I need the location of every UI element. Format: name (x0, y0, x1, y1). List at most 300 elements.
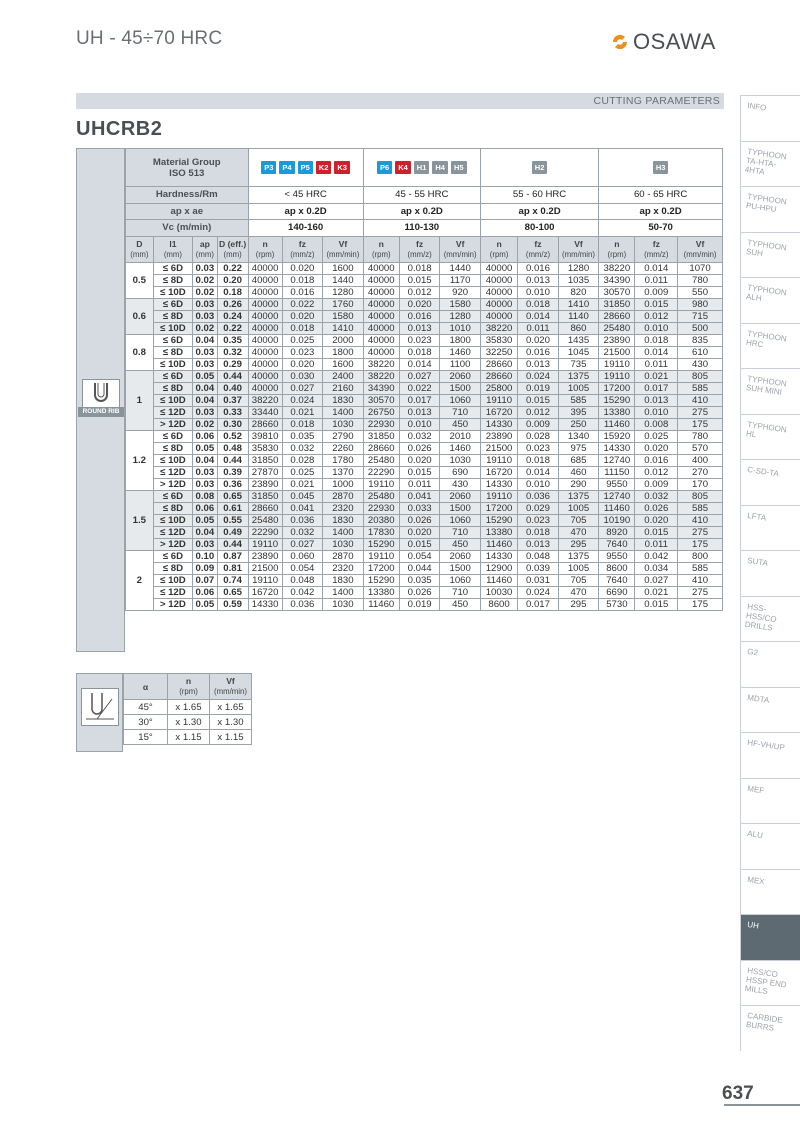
value-cell: 0.027 (282, 538, 323, 550)
value-cell: 13380 (599, 406, 635, 418)
value-cell: 0.025 (635, 430, 678, 442)
alpha-header: α (124, 674, 168, 700)
table-row (126, 262, 723, 274)
diameter-cell: 0.8 (126, 334, 154, 370)
value-cell: 0.024 (518, 586, 559, 598)
value-cell: 22290 (248, 526, 282, 538)
length-cell: > 12D (153, 418, 192, 430)
value-cell: 705 (558, 514, 599, 526)
angle-vf-header: Vf (mm/min) (210, 674, 252, 700)
value-cell: 0.015 (518, 394, 559, 406)
value-cell: 0.011 (518, 322, 559, 334)
value-cell: 34390 (363, 382, 399, 394)
value-cell: 1280 (558, 262, 599, 274)
value-cell: 0.015 (635, 298, 678, 310)
value-cell: 23890 (248, 478, 282, 490)
ap-cell: 0.03 (193, 262, 218, 274)
value-cell: 0.011 (399, 478, 440, 490)
value-cell: 0.016 (518, 262, 559, 274)
value-cell: 470 (558, 526, 599, 538)
nav-tab-mdta[interactable] (740, 687, 800, 733)
value-cell: 28660 (480, 370, 517, 382)
value-cell: 0.026 (399, 442, 440, 454)
value-cell: 0.041 (282, 502, 323, 514)
value-cell: 17200 (363, 562, 399, 574)
value-cell: 1500 (440, 382, 481, 394)
value-cell: 1580 (440, 298, 481, 310)
value-cell: 410 (678, 394, 723, 406)
value-cell: 685 (558, 454, 599, 466)
value-cell: 22290 (363, 466, 399, 478)
length-cell: ≤ 8D (153, 346, 192, 358)
value-cell: 40000 (248, 310, 282, 322)
value-cell: 38220 (363, 370, 399, 382)
length-cell: ≤ 8D (153, 562, 192, 574)
value-cell: 0.020 (282, 310, 323, 322)
value-cell: 25480 (248, 514, 282, 526)
nav-tab-label: LFTA (746, 510, 767, 523)
value-cell: 0.015 (399, 274, 440, 286)
table-row (126, 334, 723, 346)
value-cell: 14330 (599, 442, 635, 454)
value-cell: 0.012 (635, 466, 678, 478)
nav-tab-typhoon-pu-hpu[interactable] (740, 186, 800, 232)
length-cell: ≤ 6D (153, 490, 192, 502)
value-cell: 0.023 (518, 442, 559, 454)
material-tags-2 (363, 149, 480, 187)
value-cell: 0.010 (399, 418, 440, 430)
value-cell: 1600 (323, 358, 364, 370)
nav-tab-mex[interactable] (740, 869, 800, 915)
value-cell: 0.014 (518, 466, 559, 478)
material-tag: P4 (279, 161, 294, 174)
ap-cell: 0.05 (193, 370, 218, 382)
value-cell: 275 (678, 406, 723, 418)
value-cell: 0.031 (518, 574, 559, 586)
value-cell: 1170 (440, 274, 481, 286)
value-cell: 1410 (558, 298, 599, 310)
value-cell: 295 (558, 538, 599, 550)
brand-logo (610, 29, 716, 55)
ap-cell: 0.03 (193, 538, 218, 550)
value-cell: 430 (440, 478, 481, 490)
value-cell: 25480 (599, 322, 635, 334)
value-cell: 40000 (248, 322, 282, 334)
value-cell: 19110 (480, 490, 517, 502)
value-cell: 0.015 (635, 598, 678, 610)
table-row (126, 418, 723, 430)
length-cell: ≤ 6D (153, 334, 192, 346)
value-cell: 705 (558, 574, 599, 586)
value-cell: 40000 (363, 334, 399, 346)
nav-tab-hss-hss-co-drills[interactable] (740, 596, 800, 642)
nav-tab-label: UH (746, 920, 760, 931)
nav-tab-info[interactable] (740, 95, 800, 141)
value-cell: 6690 (599, 586, 635, 598)
value-cell: 23890 (599, 334, 635, 346)
deff-cell: 0.20 (217, 274, 248, 286)
value-cell: 0.016 (399, 310, 440, 322)
value-cell: 2060 (440, 370, 481, 382)
value-cell: 0.011 (635, 538, 678, 550)
value-cell: 0.026 (399, 514, 440, 526)
value-cell: 14330 (480, 550, 517, 562)
material-tag: K3 (334, 161, 350, 174)
value-cell: 1580 (323, 310, 364, 322)
value-cell: 34390 (599, 274, 635, 286)
value-cell: 40000 (248, 262, 282, 274)
ap-cell: 0.02 (193, 418, 218, 430)
value-cell: 0.017 (399, 394, 440, 406)
nav-tab-label: TYPHOON SUH MINI (745, 374, 788, 397)
value-cell: 1800 (323, 346, 364, 358)
value-cell: 585 (678, 382, 723, 394)
value-cell: 0.018 (635, 334, 678, 346)
value-cell: 1100 (440, 358, 481, 370)
angle-row (124, 730, 252, 745)
value-cell: 1830 (323, 514, 364, 526)
value-cell: 0.013 (518, 538, 559, 550)
value-cell: 0.027 (635, 574, 678, 586)
value-cell: 1410 (323, 322, 364, 334)
value-cell: 2870 (323, 550, 364, 562)
length-cell: ≤ 10D (153, 322, 192, 334)
value-cell: 15290 (599, 394, 635, 406)
value-cell: 1440 (440, 262, 481, 274)
value-cell: 270 (678, 466, 723, 478)
value-cell: 25800 (480, 382, 517, 394)
nav-tab-label: C-SD-TA (746, 465, 780, 479)
material-tag: P6 (377, 161, 392, 174)
value-cell: 570 (678, 442, 723, 454)
value-cell: 40000 (248, 370, 282, 382)
ap-cell: 0.02 (193, 322, 218, 334)
apae-value: ap x 0.2D (363, 203, 480, 220)
value-cell: 19110 (480, 394, 517, 406)
table-row (126, 322, 723, 334)
value-cell: 40000 (480, 274, 517, 286)
material-tag: H2 (532, 161, 548, 174)
deff-cell: 0.32 (217, 346, 248, 358)
vc-value: 140-160 (248, 220, 363, 237)
value-cell: 1005 (558, 562, 599, 574)
value-cell: 2010 (440, 430, 481, 442)
nav-tab-lfta[interactable] (740, 505, 800, 551)
length-cell: ≤ 12D (153, 406, 192, 418)
table-row (126, 346, 723, 358)
value-cell: 0.054 (399, 550, 440, 562)
ap-cell: 0.03 (193, 406, 218, 418)
value-cell: 40000 (480, 286, 517, 298)
value-cell: 9550 (599, 478, 635, 490)
value-cell: 30570 (599, 286, 635, 298)
nav-tab-mef[interactable] (740, 778, 800, 824)
value-cell: 0.018 (399, 346, 440, 358)
value-cell: 19110 (248, 574, 282, 586)
value-cell: 40000 (248, 382, 282, 394)
value-cell: 8600 (599, 562, 635, 574)
length-cell: ≤ 12D (153, 466, 192, 478)
value-cell: 26750 (363, 406, 399, 418)
value-cell: 710 (440, 526, 481, 538)
value-cell: 0.017 (635, 382, 678, 394)
value-cell: 0.010 (635, 406, 678, 418)
value-cell: 1375 (558, 370, 599, 382)
table-row (126, 502, 723, 514)
value-cell: 40000 (363, 322, 399, 334)
value-cell: 39810 (248, 430, 282, 442)
value-cell: 1030 (323, 538, 364, 550)
length-cell: ≤ 8D (153, 382, 192, 394)
value-cell: 0.024 (518, 370, 559, 382)
angle-vf-factor: x 1.15 (210, 730, 252, 745)
nav-tab-alu[interactable] (740, 823, 800, 869)
value-cell: 0.024 (282, 394, 323, 406)
value-cell: 250 (558, 418, 599, 430)
ap-cell: 0.05 (193, 514, 218, 526)
length-cell: ≤ 6D (153, 430, 192, 442)
value-cell: 1070 (678, 262, 723, 274)
value-cell: 40000 (248, 274, 282, 286)
value-cell: 0.013 (635, 394, 678, 406)
value-cell: 0.010 (518, 478, 559, 490)
value-cell: 40000 (480, 262, 517, 274)
length-cell: ≤ 8D (153, 502, 192, 514)
table-row (126, 430, 723, 442)
diameter-cell: 2 (126, 550, 154, 610)
value-cell: 9550 (599, 550, 635, 562)
value-cell: 0.029 (518, 502, 559, 514)
nav-tab-g2[interactable] (740, 641, 800, 687)
value-cell: 0.025 (282, 466, 323, 478)
value-cell: 7640 (599, 538, 635, 550)
cutting-parameters-table (125, 148, 723, 611)
ap-cell: 0.02 (193, 274, 218, 286)
value-cell: 0.020 (282, 262, 323, 274)
diameter-cell: 1.5 (126, 490, 154, 550)
nav-tab-typhoon-hl[interactable] (740, 414, 800, 460)
ap-cell: 0.04 (193, 526, 218, 538)
value-cell: 1500 (440, 502, 481, 514)
value-cell: 0.018 (282, 418, 323, 430)
diameter-cell: 0.5 (126, 262, 154, 298)
material-tag: P3 (261, 161, 276, 174)
nav-tab-label: SUTA (746, 556, 769, 568)
nav-tab-hss-co-hssp-end-mills[interactable] (740, 960, 800, 1006)
deff-cell: 0.87 (217, 550, 248, 562)
length-cell: > 12D (153, 538, 192, 550)
value-cell: 0.009 (518, 418, 559, 430)
value-cell: 410 (678, 574, 723, 586)
nav-tab-typhoon-suh[interactable] (740, 232, 800, 278)
nav-tab-typhoon-alh[interactable] (740, 277, 800, 323)
length-cell: ≤ 6D (153, 370, 192, 382)
length-cell: ≤ 10D (153, 574, 192, 586)
value-cell: 780 (678, 430, 723, 442)
value-cell: 410 (678, 514, 723, 526)
table-row (126, 454, 723, 466)
value-cell: 0.032 (282, 442, 323, 454)
value-cell: 1370 (323, 466, 364, 478)
value-cell: 22930 (363, 418, 399, 430)
cutting-parameters-bar (76, 93, 724, 109)
value-cell: 11460 (363, 598, 399, 610)
value-cell: 28660 (480, 358, 517, 370)
product-title: UHCRB2 (76, 118, 163, 140)
material-tag: K2 (316, 161, 332, 174)
value-cell: 15920 (599, 430, 635, 442)
ap-cell: 0.05 (193, 598, 218, 610)
value-cell: 1005 (558, 382, 599, 394)
value-cell: 0.010 (635, 322, 678, 334)
ap-cell: 0.04 (193, 454, 218, 466)
nav-tab-label: ALU (746, 829, 764, 841)
nav-tab-label: TYPHOON TA-HTA-4HTA (744, 146, 788, 177)
value-cell: 7640 (599, 574, 635, 586)
value-cell: 25480 (363, 454, 399, 466)
value-cell: 28660 (248, 418, 282, 430)
value-cell: 0.044 (399, 562, 440, 574)
value-cell: 0.012 (635, 310, 678, 322)
value-cell: 15290 (480, 514, 517, 526)
ap-cell: 0.06 (193, 502, 218, 514)
value-cell: 0.013 (399, 406, 440, 418)
table-row (126, 514, 723, 526)
value-cell: 0.020 (635, 442, 678, 454)
nav-tab-c-sd-ta[interactable] (740, 459, 800, 505)
value-cell: 0.027 (399, 370, 440, 382)
value-cell: 40000 (363, 298, 399, 310)
value-cell: 0.018 (518, 526, 559, 538)
deff-cell: 0.44 (217, 454, 248, 466)
length-cell: ≤ 6D (153, 550, 192, 562)
ap-cell: 0.03 (193, 298, 218, 310)
value-cell: 40000 (248, 334, 282, 346)
value-cell: 0.028 (282, 454, 323, 466)
value-cell: 0.023 (518, 514, 559, 526)
value-cell: 2400 (323, 370, 364, 382)
table-row (126, 442, 723, 454)
value-cell: 0.016 (518, 346, 559, 358)
nav-tab-typhoon-suh-mini[interactable] (740, 368, 800, 414)
value-cell: 0.011 (635, 274, 678, 286)
table-row (126, 490, 723, 502)
value-cell: 0.019 (518, 382, 559, 394)
deff-cell: 0.55 (217, 514, 248, 526)
value-cell: 0.036 (282, 514, 323, 526)
column-header-vf: Vf (mm/min) (440, 236, 481, 262)
nav-tab-uh[interactable] (740, 914, 800, 960)
angle-n-factor: x 1.30 (168, 715, 210, 730)
value-cell: 0.022 (399, 382, 440, 394)
nav-tab-suta[interactable] (740, 550, 800, 596)
value-cell: 1140 (558, 310, 599, 322)
value-cell: 0.025 (282, 334, 323, 346)
table-row (126, 466, 723, 478)
value-cell: 2870 (323, 490, 364, 502)
catalog-side-nav (740, 95, 800, 1051)
value-cell: 19110 (363, 550, 399, 562)
value-cell: 1400 (323, 586, 364, 598)
value-cell: 450 (440, 598, 481, 610)
value-cell: 0.020 (399, 298, 440, 310)
value-cell: 710 (440, 586, 481, 598)
value-cell: 0.022 (282, 298, 323, 310)
round-rib-label: ROUND RIB (78, 407, 124, 417)
deff-cell: 0.44 (217, 538, 248, 550)
value-cell: 0.026 (399, 586, 440, 598)
value-cell: 1435 (558, 334, 599, 346)
apae-value: ap x 0.2D (248, 203, 363, 220)
nav-tab-typhoon-hrc[interactable] (740, 323, 800, 369)
brand-name: OSAWA (633, 29, 716, 54)
nav-tab-carbide-burrs[interactable] (740, 1005, 800, 1051)
value-cell: 2320 (323, 562, 364, 574)
nav-tab-label: HF-VH/UP (746, 738, 786, 753)
ap-cell: 0.05 (193, 442, 218, 454)
length-cell: ≤ 12D (153, 526, 192, 538)
value-cell: 450 (440, 418, 481, 430)
nav-tab-hf-vh-up[interactable] (740, 732, 800, 778)
value-cell: 0.020 (282, 358, 323, 370)
value-cell: 40000 (248, 286, 282, 298)
deff-cell: 0.48 (217, 442, 248, 454)
length-cell: ≤ 10D (153, 286, 192, 298)
value-cell: 2160 (323, 382, 364, 394)
nav-tab-typhoon-ta-hta-4hta[interactable] (740, 141, 800, 187)
value-cell: 0.027 (282, 382, 323, 394)
cutting-parameters-label: CUTTING PARAMETERS (593, 95, 720, 107)
value-cell: 0.014 (518, 310, 559, 322)
nav-tab-label: INFO (746, 101, 767, 113)
value-cell: 975 (558, 442, 599, 454)
value-cell: 0.010 (518, 286, 559, 298)
value-cell: 175 (678, 598, 723, 610)
value-cell: 1830 (323, 574, 364, 586)
value-cell: 0.060 (282, 550, 323, 562)
ap-cell: 0.03 (193, 310, 218, 322)
value-cell: 175 (678, 538, 723, 550)
value-cell: 0.035 (282, 430, 323, 442)
deff-cell: 0.36 (217, 478, 248, 490)
value-cell: 275 (678, 586, 723, 598)
value-cell: 16720 (480, 466, 517, 478)
deff-cell: 0.22 (217, 262, 248, 274)
value-cell: 1780 (323, 454, 364, 466)
value-cell: 0.042 (635, 550, 678, 562)
deff-cell: 0.65 (217, 586, 248, 598)
value-cell: 1830 (323, 394, 364, 406)
value-cell: 0.013 (518, 274, 559, 286)
tilt-angle-icon (81, 688, 119, 726)
value-cell: 1375 (558, 490, 599, 502)
value-cell: 1460 (440, 346, 481, 358)
column-header-d: D (mm) (126, 236, 154, 262)
value-cell: 12740 (599, 490, 635, 502)
value-cell: 0.034 (635, 562, 678, 574)
value-cell: 2000 (323, 334, 364, 346)
value-cell: 19110 (599, 370, 635, 382)
value-cell: 33440 (248, 406, 282, 418)
value-cell: 0.041 (399, 490, 440, 502)
value-cell: 1400 (323, 526, 364, 538)
table-row (126, 406, 723, 418)
value-cell: 16720 (248, 586, 282, 598)
table-row (126, 586, 723, 598)
value-cell: 1400 (323, 406, 364, 418)
column-header-fz: fz (mm/z) (635, 236, 678, 262)
value-cell: 8600 (480, 598, 517, 610)
